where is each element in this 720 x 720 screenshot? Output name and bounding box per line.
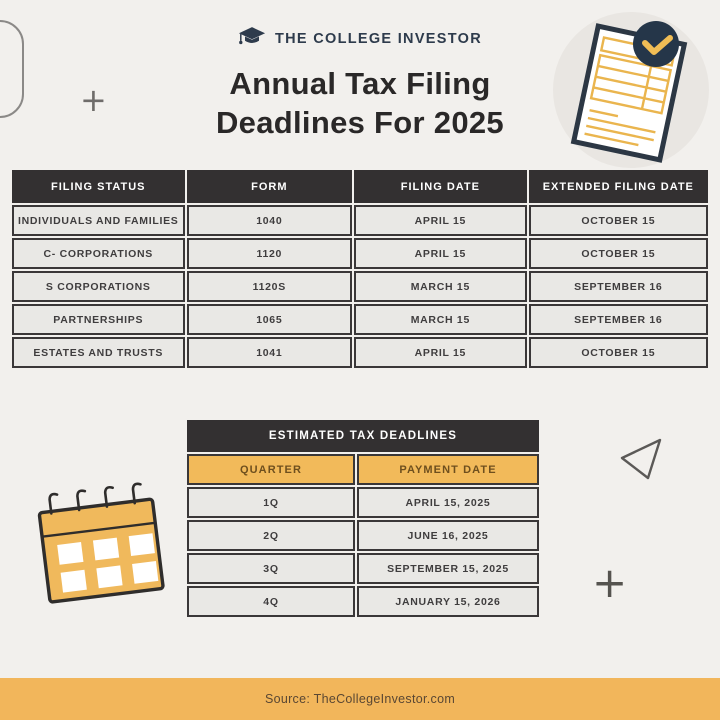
table-row: [12, 238, 708, 269]
cell-filing-status: C- CORPORATIONS: [12, 238, 185, 269]
cell-filing-status: PARTNERSHIPS: [12, 304, 185, 335]
cell-extended-date: OCTOBER 15: [529, 238, 708, 269]
cell-filing-status: ESTATES AND TRUSTS: [12, 337, 185, 368]
cell-extended-date: SEPTEMBER 16: [529, 304, 708, 335]
column-header-form: FORM: [187, 170, 353, 203]
cell-quarter: 3Q: [187, 553, 355, 584]
cell-payment-date: SEPTEMBER 15, 2025: [357, 553, 539, 584]
table-row: [12, 337, 708, 368]
table-row: [12, 304, 708, 335]
graduation-cap-icon: [238, 26, 266, 52]
table-row: [12, 271, 708, 302]
table-title-row: [187, 420, 539, 452]
tax-document-checkmark-illustration: [545, 6, 717, 177]
table-header-row: [12, 170, 708, 203]
cell-extended-date: SEPTEMBER 16: [529, 271, 708, 302]
page-title-line2: Deadlines For 2025: [216, 105, 504, 141]
column-header-filing-status: FILING STATUS: [12, 170, 185, 203]
cell-form: 1120S: [187, 271, 353, 302]
cell-quarter: 4Q: [187, 586, 355, 617]
cell-payment-date: APRIL 15, 2025: [357, 487, 539, 518]
triangle-icon: [616, 434, 664, 487]
table-row: [187, 487, 539, 518]
plus-icon: +: [592, 558, 628, 607]
cell-form: 1065: [187, 304, 353, 335]
table-row: [12, 205, 708, 236]
cell-filing-date: APRIL 15: [354, 337, 527, 368]
column-header-payment-date: PAYMENT DATE: [357, 454, 539, 485]
cell-filing-status: INDIVIDUALS AND FAMILIES: [12, 205, 185, 236]
cell-form: 1120: [187, 238, 353, 269]
page-title-line1: Annual Tax Filing: [229, 66, 491, 101]
cell-extended-date: OCTOBER 15: [529, 337, 708, 368]
cell-filing-status: S CORPORATIONS: [12, 271, 185, 302]
source-text: Source: TheCollegeInvestor.com: [264, 692, 456, 706]
column-header-filing-date: FILING DATE: [354, 170, 527, 203]
table-row: [187, 553, 539, 584]
checkmark-badge: [633, 21, 679, 67]
cell-filing-date: APRIL 15: [354, 205, 527, 236]
cell-payment-date: JANUARY 15, 2026: [357, 586, 539, 617]
filing-deadlines-table: [10, 168, 710, 370]
cell-quarter: 1Q: [187, 487, 355, 518]
plus-icon: +: [80, 81, 107, 119]
table-row: [187, 520, 539, 551]
column-header-extended-filing-date: EXTENDED FILING DATE: [529, 170, 708, 203]
cell-filing-date: MARCH 15: [354, 271, 527, 302]
cell-form: 1040: [187, 205, 353, 236]
brand-name: THE COLLEGE INVESTOR: [274, 31, 482, 47]
estimated-tax-deadlines-table: [185, 418, 541, 619]
footer-bar: [0, 678, 720, 720]
table-header-row: [187, 454, 539, 485]
cell-payment-date: JUNE 16, 2025: [357, 520, 539, 551]
table-row: [187, 586, 539, 617]
cell-filing-date: MARCH 15: [354, 304, 527, 335]
cell-filing-date: APRIL 15: [354, 238, 527, 269]
column-header-quarter: QUARTER: [187, 454, 355, 485]
calendar-icon: [20, 474, 180, 613]
estimated-table-title: ESTIMATED TAX DEADLINES: [187, 420, 539, 452]
cell-quarter: 2Q: [187, 520, 355, 551]
cell-form: 1041: [187, 337, 353, 368]
cell-extended-date: OCTOBER 15: [529, 205, 708, 236]
